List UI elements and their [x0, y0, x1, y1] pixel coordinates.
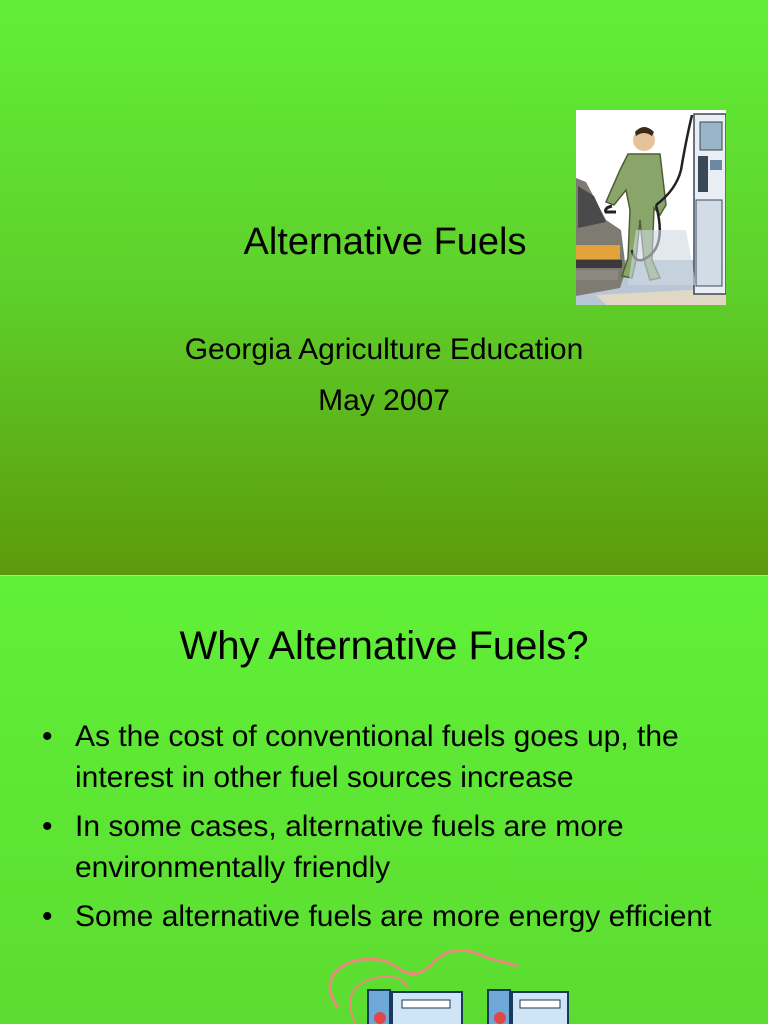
bullet-dot-icon: •	[42, 900, 53, 933]
gas-pump-clipart-icon	[576, 110, 726, 305]
bullet-item: • As the cost of conventional fuels goes up, the interest in other fuel sources increase	[40, 716, 740, 798]
fuel-nozzle-clipart-icon	[318, 948, 578, 1024]
bullet-item: • In some cases, alternative fuels are more environmentally friendly	[40, 806, 740, 888]
bullet-dot-icon: •	[42, 720, 53, 753]
slide-subtitle-date: May 2007	[318, 384, 450, 417]
slide-title-heading: Alternative Fuels	[243, 221, 527, 263]
bullet-dot-icon: •	[42, 810, 53, 843]
slide-why-heading: Why Alternative Fuels?	[179, 624, 589, 668]
slide-why	[0, 576, 768, 1024]
slide-subtitle-organization: Georgia Agriculture Education	[184, 333, 584, 366]
bullet-list	[40, 716, 740, 945]
bullet-item: • Some alternative fuels are more energy efficient	[40, 896, 740, 937]
